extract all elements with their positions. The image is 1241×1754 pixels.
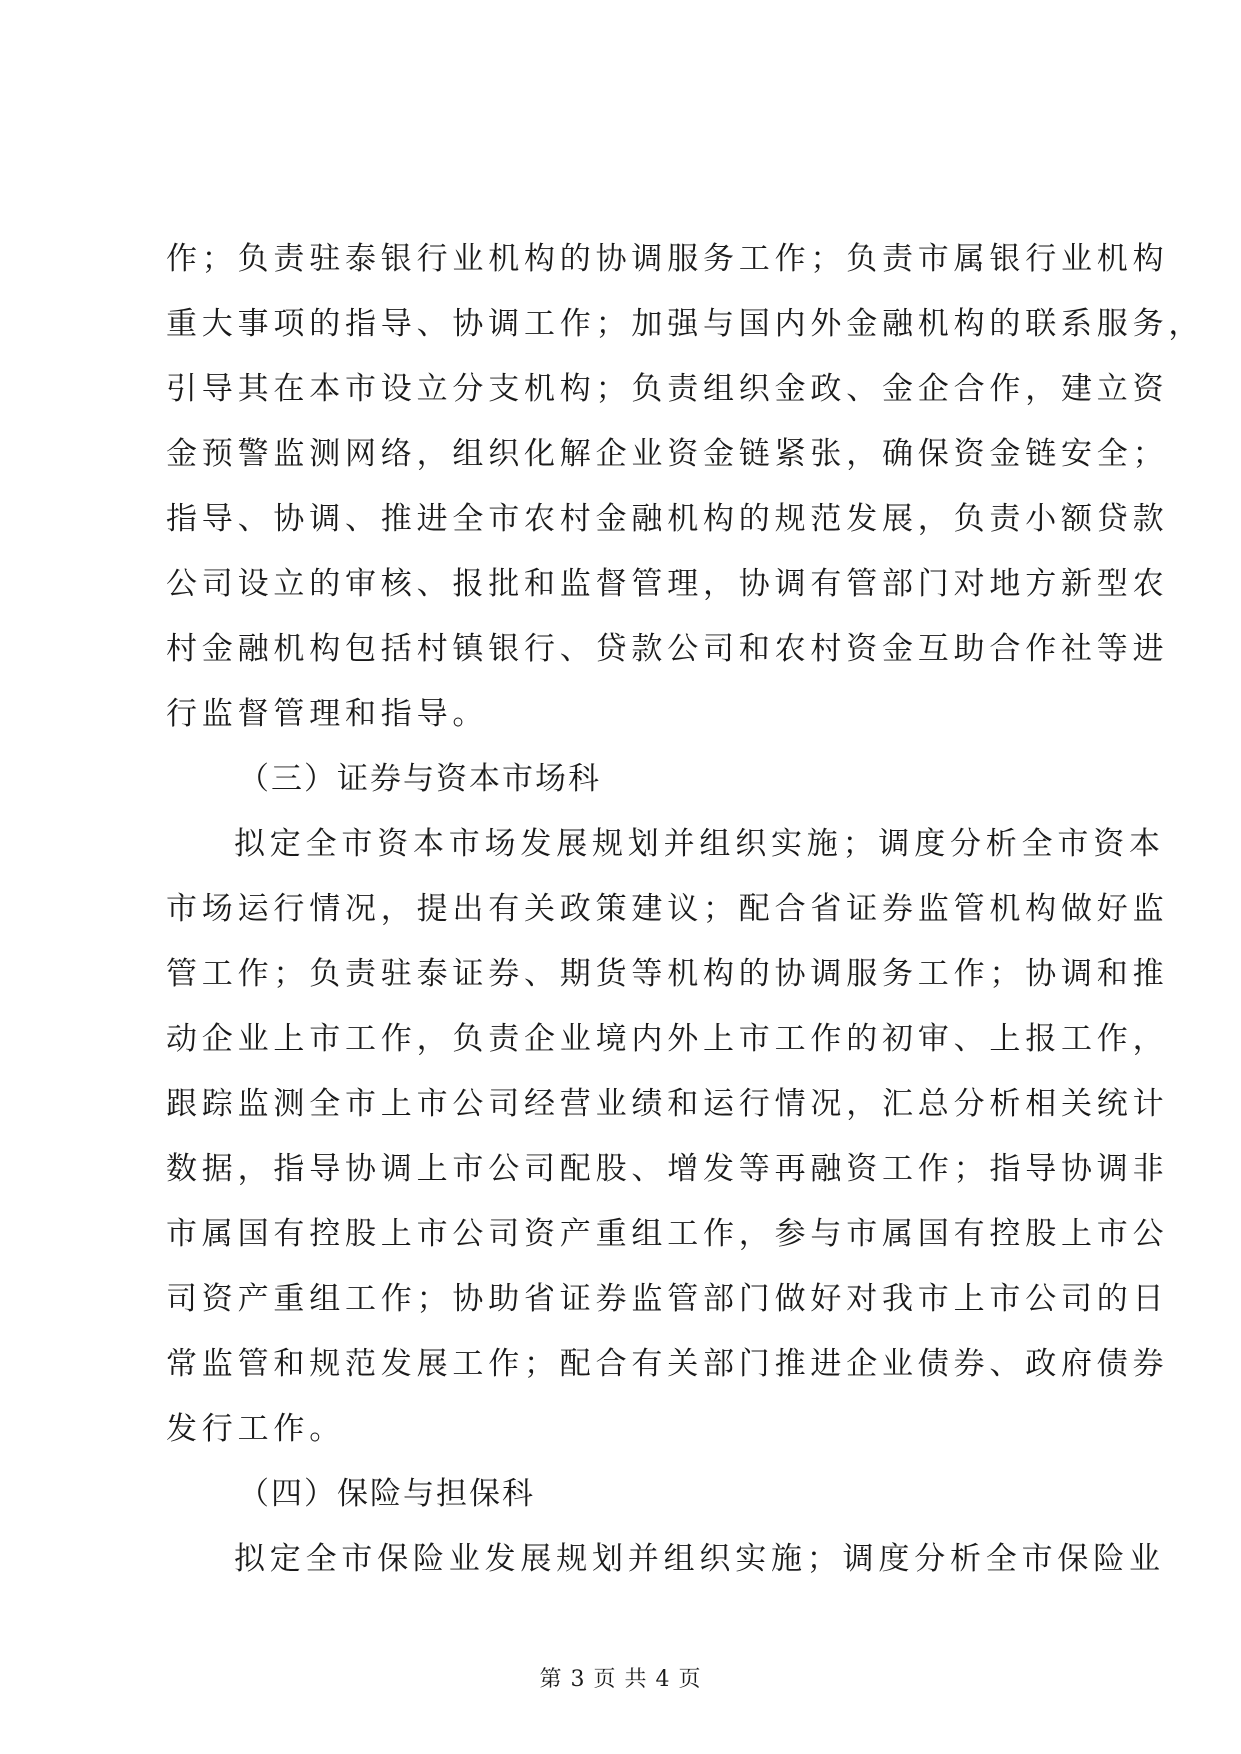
page-number-footer: 第 3 页 共 4 页 <box>539 1667 702 1692</box>
text-line: 引导其在本市设立分支机构；负责组织金政、金企合作，建立资 <box>166 371 1169 407</box>
text-line: 金预警监测网络，组织化解企业资金链紧张，确保资金链安全； <box>166 436 1169 472</box>
text-line: 重大事项的指导、协调工作；加强与国内外金融机构的联系服务， <box>166 306 1205 342</box>
text-line: 作；负责驻泰银行业机构的协调服务工作；负责市属银行业机构 <box>166 241 1169 277</box>
text-line: 管工作；负责驻泰证券、期货等机构的协调服务工作；协调和推 <box>166 956 1169 992</box>
text-line: 跟踪监测全市上市公司经营业绩和运行情况，汇总分析相关统计 <box>166 1086 1169 1122</box>
text-line: 常监管和规范发展工作；配合有关部门推进企业债券、政府债券 <box>166 1346 1169 1382</box>
paragraph-first-line: 拟定全市保险业发展规划并组织实施；调度分析全市保险业 <box>234 1541 1165 1577</box>
text-line: 市场运行情况，提出有关政策建议；配合省证券监管机构做好监 <box>166 891 1169 927</box>
body-text <box>166 227 1205 1592</box>
text-line: 公司设立的审核、报批和监督管理，协调有管部门对地方新型农 <box>166 566 1169 602</box>
text-line: 数据，指导协调上市公司配股、增发等再融资工作；指导协调非 <box>166 1151 1169 1187</box>
text-line: 市属国有控股上市公司资产重组工作，参与市属国有控股上市公 <box>166 1216 1169 1252</box>
text-line: 动企业上市工作，负责企业境内外上市工作的初审、上报工作， <box>166 1021 1169 1057</box>
text-line: 发行工作。 <box>166 1411 345 1447</box>
section-heading: （四）保险与担保科 <box>238 1476 535 1512</box>
text-line: 指导、协调、推进全市农村金融机构的规范发展，负责小额贷款 <box>166 501 1169 537</box>
paragraph-first-line: 拟定全市资本市场发展规划并组织实施；调度分析全市资本 <box>234 826 1165 862</box>
text-line: 司资产重组工作；协助省证券监管部门做好对我市上市公司的日 <box>166 1281 1169 1317</box>
text-line: 行监督管理和指导。 <box>166 696 489 732</box>
text-line: 村金融机构包括村镇银行、贷款公司和农村资金互助合作社等进 <box>166 631 1169 667</box>
section-heading: （三）证券与资本市场科 <box>238 761 601 797</box>
